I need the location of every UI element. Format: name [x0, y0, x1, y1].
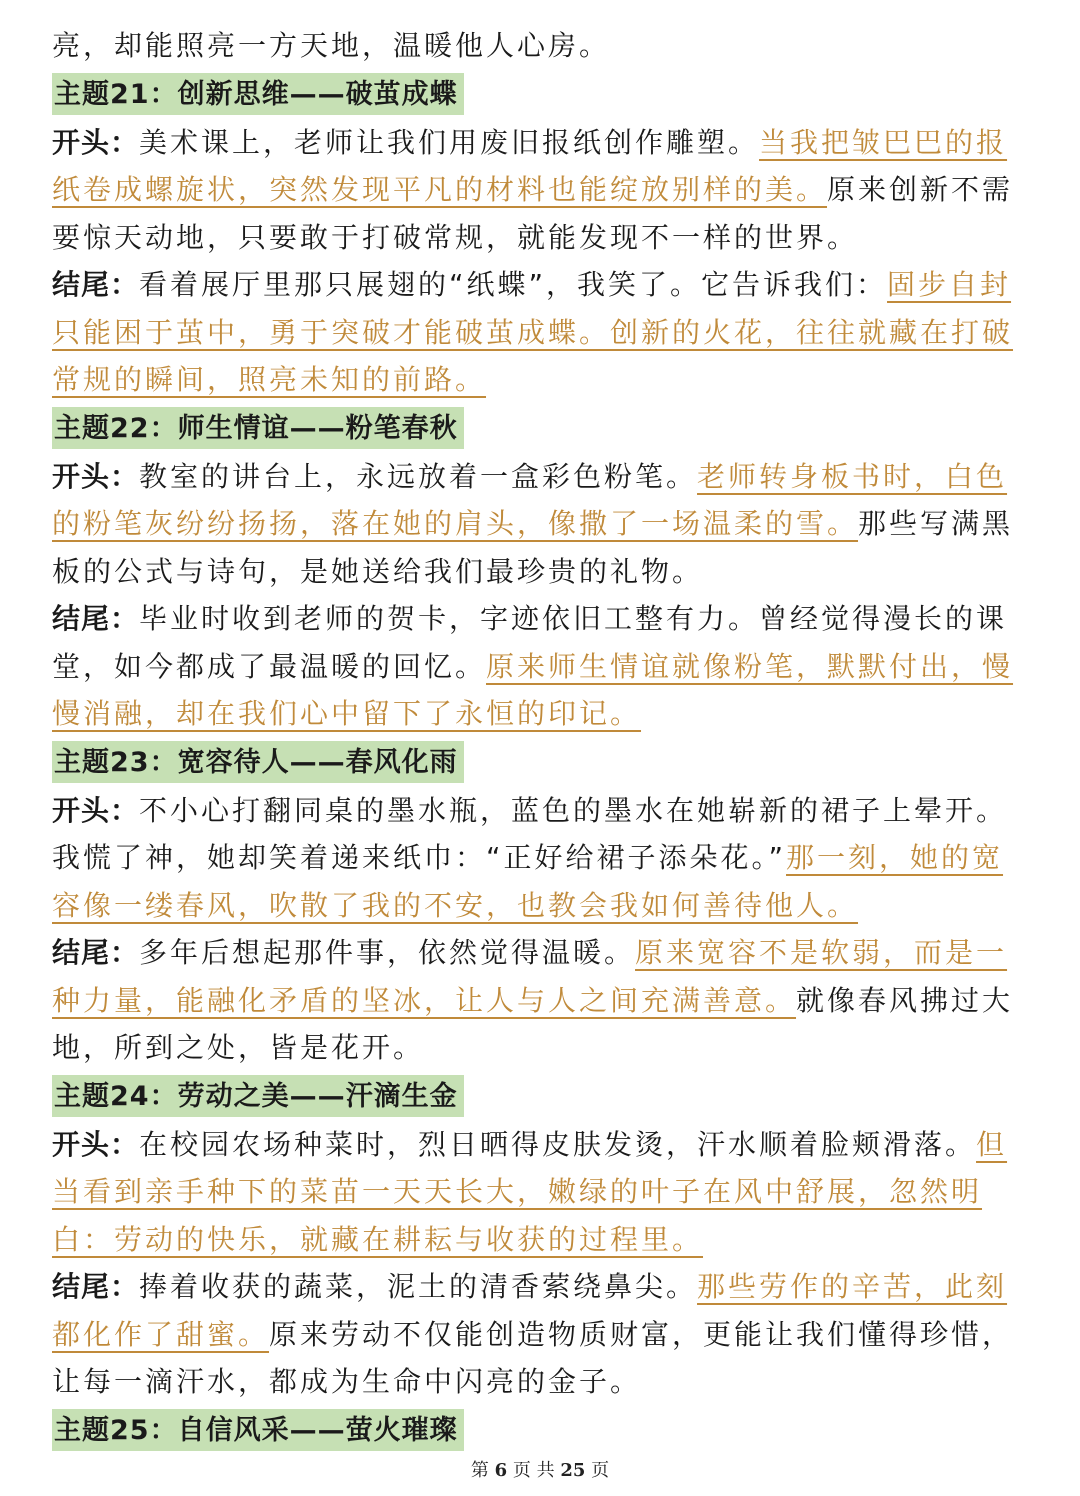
opening-label: 开头： — [52, 1127, 140, 1161]
ending-text-2: 原来劳动不仅能创造物质财富，更能让我们懂得珍惜，让每一滴汗水，都成为生命中闪亮的金子。 — [52, 1317, 1014, 1398]
ending-highlight: 那些劳作的辛苦，此刻都化作了甜蜜。 — [52, 1270, 1008, 1351]
footer-middle: 页 共 — [512, 1460, 555, 1481]
ending-paragraph — [52, 595, 1032, 738]
ending-text-2: 就像春风拂过大地，所到之处，皆是花开。 — [52, 983, 1014, 1064]
ending-text: 看着展厅里那只展翅的“纸蝶”，我笑了。它告诉我们： — [139, 268, 888, 301]
topic-heading: 主题23：宽容待人——春风化雨 — [52, 741, 464, 783]
topic-22 — [52, 404, 1032, 738]
opening-text-2: 那些写满黑板的公式与诗句，是她送给我们最珍贵的礼物。 — [52, 507, 1014, 588]
opening-paragraph — [52, 787, 1032, 930]
opening-highlight: 当我把皱巴巴的报纸卷成螺旋状，突然发现平凡的材料也能绽放别样的美。 — [52, 125, 1008, 206]
topic-24 — [52, 1072, 1032, 1406]
opening-label: 开头： — [52, 793, 140, 827]
opening-label: 开头： — [52, 459, 140, 493]
opening-text: 在校园农场种菜时，烈日晒得皮肤发烫，汗水顺着脸颊滑落。 — [139, 1127, 977, 1161]
topic-heading: 主题22：师生情谊——粉笔春秋 — [52, 407, 464, 449]
opening-highlight: 但当看到亲手种下的菜苗一天天长大，嫩绿的叶子在风中舒展，忽然明白：劳动的快乐，就藏在耕耘与收获的过程里。 — [52, 1127, 1008, 1256]
opening-highlight: 那一刻，她的宽容像一缕春风，吹散了我的不安，也教会我如何善待他人。 — [52, 841, 1004, 922]
ending-highlight: 原来师生情谊就像粉笔，默默付出，慢慢消融，却在我们心中留下了永恒的印记。 — [52, 649, 1014, 730]
footer-suffix: 页 — [591, 1460, 610, 1481]
ending-label: 结尾： — [52, 936, 140, 969]
intro-line: 亮，却能照亮一方天地，温暖他人心房。 — [52, 29, 611, 62]
ending-text: 多年后想起那件事，依然觉得温暖。 — [139, 936, 636, 969]
opening-label: 开头： — [52, 125, 140, 159]
opening-paragraph — [52, 453, 1032, 596]
page-footer — [0, 1456, 1080, 1482]
topic-25-heading: 主题25：自信风采——萤火璀璨 — [52, 1409, 464, 1451]
opening-text: 不小心打翻同桌的墨水瓶，蓝色的墨水在她崭新的裙子上晕开。我慌了神，她却笑着递来纸巾：“正好给裙子添朵花。” — [52, 793, 1008, 874]
topic-heading: 主题21：创新思维——破茧成蝶 — [52, 73, 464, 115]
ending-paragraph — [52, 1263, 1032, 1406]
current-page-number: 6 — [494, 1460, 508, 1481]
opening-text-2: 原来创新不需要惊天动地，只要敢于打破常规，就能发现不一样的世界。 — [52, 173, 1014, 254]
ending-highlight: 固步自封只能困于茧中，勇于突破才能破茧成蝶。创新的火花，往往就藏在打破常规的瞬间，照亮未知的前路。 — [52, 268, 1014, 396]
opening-text: 教室的讲台上，永远放着一盒彩色粉笔。 — [139, 459, 698, 493]
ending-label: 结尾： — [52, 268, 140, 301]
ending-text: 毕业时收到老师的贺卡，字迹依旧工整有力。曾经觉得漫长的课堂，如今都成了最温暖的回忆。 — [52, 602, 1008, 683]
topic-21 — [52, 70, 1032, 404]
total-page-number: 25 — [560, 1460, 586, 1481]
document-page — [52, 22, 1032, 1455]
ending-text: 捧着收获的蔬菜，泥土的清香萦绕鼻尖。 — [139, 1270, 698, 1303]
ending-highlight: 原来宽容不是软弱，而是一种力量，能融化矛盾的坚冰，让人与人之间充满善意。 — [52, 936, 1008, 1017]
opening-paragraph — [52, 119, 1032, 262]
topic-23 — [52, 738, 1032, 1072]
opening-highlight: 老师转身板书时，白色的粉笔灰纷纷扬扬，落在她的肩头，像撒了一场温柔的雪。 — [52, 459, 1008, 540]
opening-paragraph — [52, 1121, 1032, 1264]
ending-label: 结尾： — [52, 1270, 140, 1303]
ending-paragraph — [52, 929, 1032, 1072]
footer-prefix: 第 — [470, 1460, 489, 1481]
topic-heading: 主题24：劳动之美——汗滴生金 — [52, 1075, 464, 1117]
ending-label: 结尾： — [52, 602, 140, 635]
opening-text: 美术课上，老师让我们用废旧报纸创作雕塑。 — [139, 125, 760, 159]
ending-paragraph — [52, 261, 1032, 404]
